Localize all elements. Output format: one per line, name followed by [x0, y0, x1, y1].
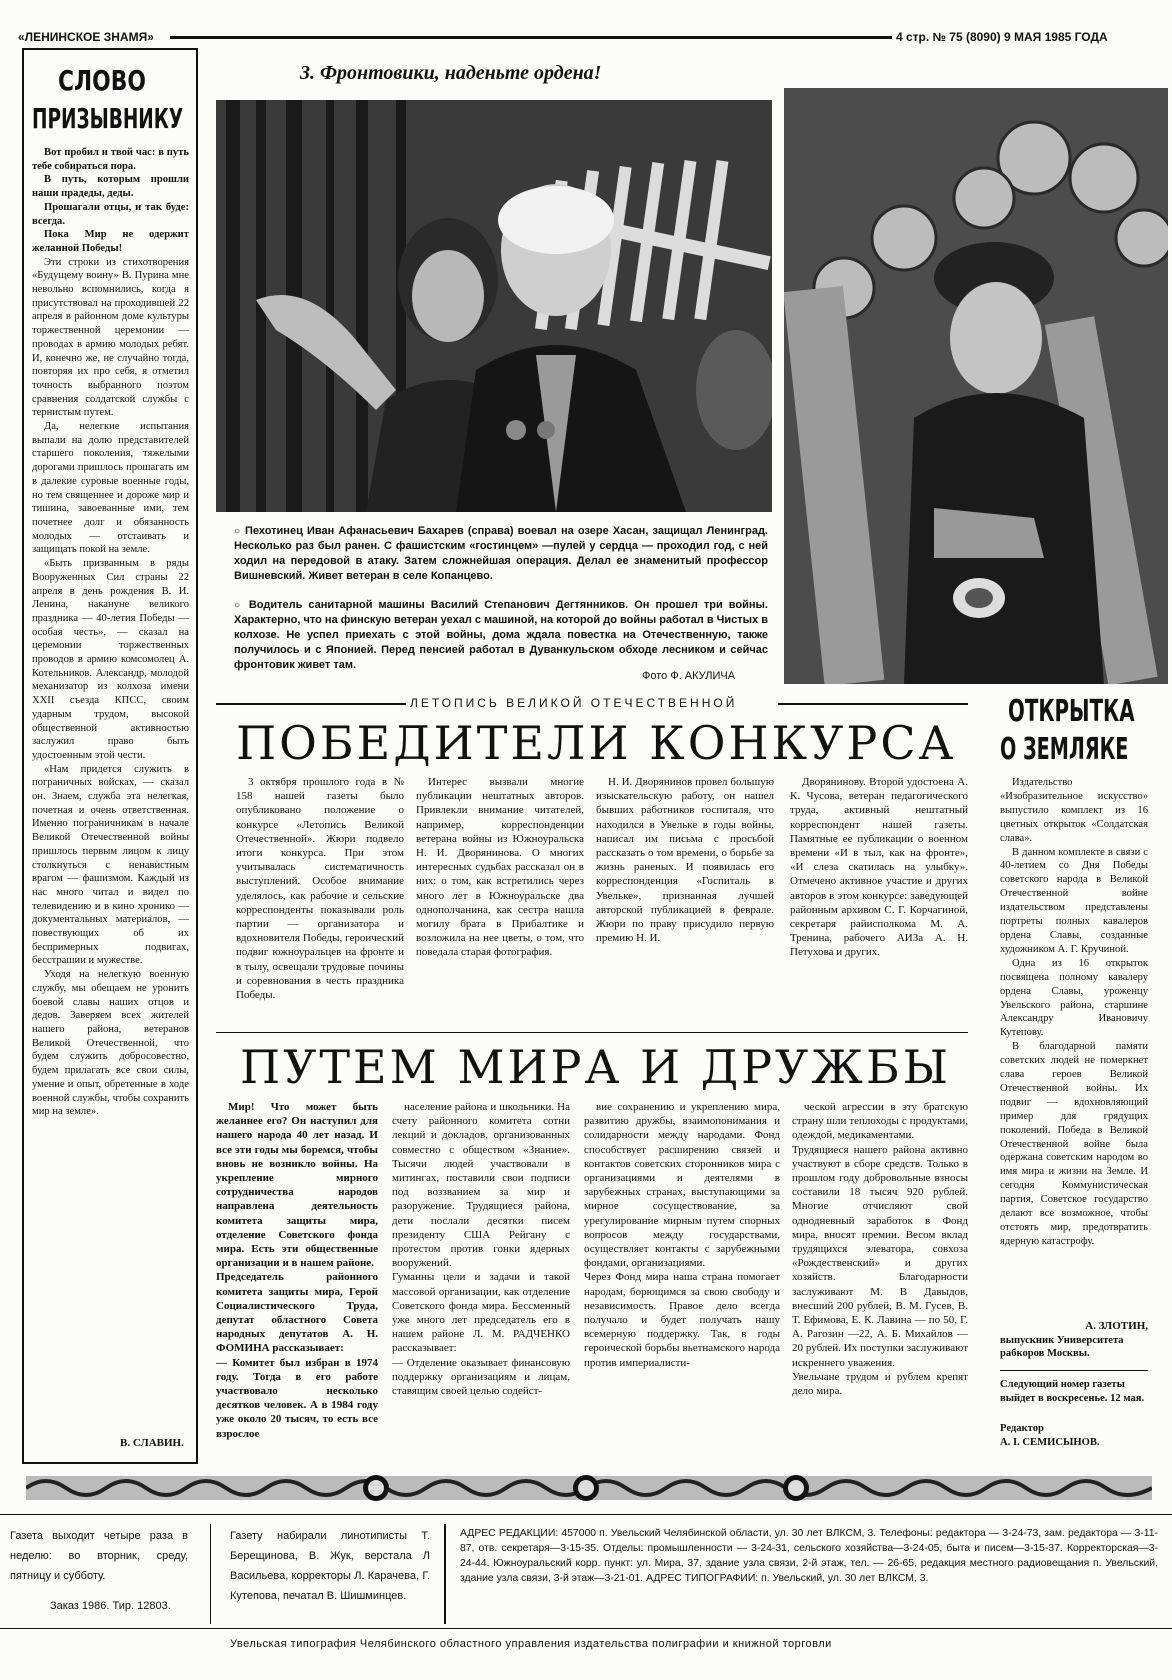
- left-column-title-1: СЛОВО: [58, 64, 146, 97]
- postcard-paragraph: В благодарной памяти советских людей не померкнет слава героев Великой Отечественной войны. Их подвиг — вдохновляющий пример для грядущих поколений. Победа в Великой Отечественной войне была одержана советским народом во имя мира и жизни на Земле. И сегодня Коммунистическая партия, Советское государство делают все возможное, чтобы отстоять мир, предотвратить ядерную катастрофу.: [1000, 1041, 1148, 1247]
- winners-kicker: ЛЕТОПИСЬ ВЕЛИКОЙ ОТЕЧЕСТВЕННОЙ: [410, 696, 738, 710]
- issue-line: 4 стр. № 75 (8090) 9 МАЯ 1985 ГОДА: [896, 30, 1108, 44]
- footer-schedule: Газета выходит четыре раза в неделю: во вторник, среду, пятницу и субботу.: [10, 1530, 188, 1582]
- peace-column-text: ческой агрессии в эту братскую страну шли теплоходы с продуктами, одеждой, медикаментами. Трудящиеся нашего района активно участвуют в сборе средств. Только в прошлом году добровольные взносы составили 18 тысяч 920 рублей. Многие отчисляют свой однодневный заработок в Фонд мира, вносят премии. Весом вклад трудящихся элеватора, совхоза «Рождественский» и других хозяйств. Благодарности заслуживают М. В Давыдов, внесший 200 рублей, В. М. Гусев, В. Т. Ефимова, Е. К. Лавина — по 50, Г. А. Рагозин —22, А. Б. Михайлов —20 рублей. Их поступки заслуживают искреннего уважения. Увельчане трудом и рублем крепят дело мира.: [792, 1101, 968, 1398]
- postcard-paragraph: Издательство «Изобразительное искусство» выпустило комплект из 16 цветных открыток «Солдатская слава».: [1000, 777, 1148, 844]
- editor-block: [1000, 1422, 1148, 1450]
- caption-1-text: Пехотинец Иван Афанасьевич Бахарев (справа) воевал на озере Хасан, защищал Ленинград. Несколько раз был ранен. С фашистским «гостинцем» —пулей у сердца — проходил год, с ней ходил на передовой в атаку. Затем сложнейшая операция. Делал ее знаменитый профессор Вишневский. Живет ветеран в селе Копанцево.: [234, 525, 768, 582]
- peace-column-text: население района и школьники. На счету районного комитета сотни лекций и докладов, организованных совместно с обществом «Знание». Тысячи людей участвовали в митингах, поставили свои подписи под воззванием за мир и разоружение. Трудящиеся района, дети послали десятки писем президенту США Рейгану с протестом против гонки ядерных вооружений. Гуманны цели и задачи и такой массовой организации, как отделение Советского фонда мира. Бессменный уже много лет председатель его в нашем районе Л. М. РАДЧЕНКО рассказывает: — Отделение оказывает финансовую поддержку организациям и лицам, ставящим своей целью содейст-: [392, 1101, 570, 1398]
- postcard-signature-role: выпускник Университета рабкоров Москвы.: [1000, 1335, 1124, 1359]
- footer-typesetters: Газету набирали линотиписты Т. Берещинова, В. Жук, верстала Л Васильева, корректоры Л. Карачева, Г. Кутепова, печатал В. Шишминцев.: [230, 1530, 430, 1602]
- caption-2-text: Водитель санитарной машины Василий Степанович Дегтянников. Он прошел три войны. Характерно, что на финскую ветеран уехал с машиной, на которой до войны работал в Чистых в колхозе. Не успел приехать с этой войны, дома ждала повестка на Отечественную, также получилось и с Японией. Перед пенсией работал в Дуванкульском обходе лесником и сейчас фронтовик живет там.: [234, 599, 768, 671]
- footer-address: АДРЕС РЕДАКЦИИ: 457000 п. Увельский Челябинской области, ул. 30 лет ВЛКСМ, 3. Телефоны: редактора — 3-24-73, зам. редактора — 3-11-87, отв. секретаря—3-15-35. Отделы: промышленности — 3-24-31, сельского хозяйства—3-24-05, быта и писем—3-15-37. Корректорская—3-24-44. Южноуральский корр. пункт: ул. Мира, 37, здание узла связи, 2-й этаж, тел. — 26-65, редакция местного радиовещания п. Увельский, здание узла связи, 3-й этаж—3-21-01. АДРЕС ТИПОГРАФИИ: п. Увельский, ул. 30 лет ВЛКСМ, 3.: [460, 1528, 1158, 1584]
- section-divider: [216, 1032, 968, 1033]
- postcard-title-1: ОТКРЫТКА: [1008, 694, 1135, 729]
- left-column-paragraph: «Быть призванным в ряды Вооруженных Сил страны 22 апреля в день рождения В. И. Ленина, накануне великого праздника — 40-летия Победы — особая честь», — сказал на церемонии торжественных проводов в армию комсомолец А. Котельников. Александр, молодой механизатор из колхоза имени XXII съезда КПСС, своим ударным трудом, высокой общественной активностью заслужил право быть удостоенным этой чести.: [32, 558, 189, 761]
- left-column-signature: В. СЛАВИН.: [120, 1437, 184, 1449]
- photo-section-heading: 3. Фронтовики, наденьте ордена!: [300, 62, 602, 84]
- winners-col-3: Н. И. Дворянинов провел большую изыскательскую работу, он нашел бывших работников госпиталя, что находился в Увельке в годы войны, написал им письма с просьбой рассказать о том времени, о борьбе за жизнь раненых. И появилась его корреспонденция «Госпиталь в Увельке», признанная лучшей авторской публикацией в феврале. Жюри по праву присудило первую премию Н. И.: [596, 776, 774, 945]
- footer-order: Заказ 1986. Тир. 12803.: [50, 1600, 171, 1612]
- masthead-rule: [170, 36, 892, 39]
- editor-label: Редактор: [1000, 1423, 1044, 1434]
- left-column-paragraph: Вот пробил и твой час: в путь тебе собираться пора.: [32, 147, 189, 172]
- peace-col-3: [584, 1100, 780, 1460]
- peace-column-text: Мир! Что может быть желаннее его? Он наступил для нашего народа 40 лет назад. И все эти годы мы боремся, чтобы вновь не возникло войны. На укрепление мирного сотрудничества народов направлена деятельность комитета защиты мира, отделение Советского фонда мира. Есть эти общественные организации и в нашем районе. Председатель районного комитета защиты мира, Герой Социалистического Труда, депутат областного Совета народных депутатов А. Н. ФОМИНА рассказывает: — Комитет был избран в 1974 году. Тогда в его работе участвовало несколько десятков человек. А в 1984 году уже около 20 тысяч, то есть все взрослое: [216, 1101, 378, 1440]
- left-column-paragraph: Прошагали отцы, и так буде: всегда.: [32, 201, 189, 227]
- left-column-paragraph: «Нам придется служить в пограничных войсках, — сказал он. Знаем, служба эта нелегкая, почетная и очень ответственная. Именно пограничникам в начале Великой Отечественной войны пришлось первым лицом к лицу столкнуться с ненавистным врагом — фашизмом. Каждый из нас много читал и видел по телевидению и в кино хронико — документальных материалов, — повествующих об их беспримерных подвигах, бесстрашии и мужестве.: [32, 763, 189, 967]
- postcard-paragraph: В данном комплекте в связи с 40-летием со Дня Победы советского народа в Великой Отечественной войне издательством представлены портреты полных кавалеров ордена Славы, созданные художником А. Г. Кручиной.: [1000, 846, 1148, 955]
- winners-col-1: 3 октября прошлого года в № 158 нашей газеты было опубликовано положение о конкурсе «Летопись Великой Отечественной». Жюри подвело итоги конкурса. При этом учитывалась систематичность выступлений. Особое внимание уделялось, как рабочие и сельские корреспонденты показывали роль партии — организатора и вдохновителя Победы, героический подвиг южноуральцев на фронте и в тылу, освещали трудовые почины и соревнования в честь праздника Победы.: [236, 776, 404, 1002]
- postcard-divider: [1000, 1370, 1148, 1371]
- left-column-paragraph: В путь, которым прошли наши прадеды, деды.: [32, 174, 189, 200]
- left-column-paragraph: Да, нелегкие испытания выпали на долю представителей старшего поколения, тяжелыми дорогами пришлось прошагать им в далекие суровые военные годы, но тем священнее и дороже мир и тишина, завоеванные ими, тем почетнее долг и обязанность молодых — отстаивать и защищать покой на земле.: [32, 421, 189, 556]
- postcard-paragraph: Одна из 16 открыток посвящена полному кавалеру ордена Славы, уроженцу Увельского района, старшине Александру Ивановичу Кутепову.: [1000, 957, 1148, 1039]
- ornament-image: [26, 1470, 1152, 1506]
- peace-col-4: [792, 1100, 968, 1460]
- left-column-title-2: ПРИЗЫВНИКУ: [32, 102, 184, 135]
- photo-caption-2: ○ Водитель санитарной машины Василий Степанович Дегтянников. Он прошел три войны. Характерно, что на финскую ветеран уехал с машиной, на которой до войны работал в Чистых в колхозе. Не успел приехать с этой войны, дома ждала повестка на Отечественную, также получилось и с Японией. Перед пенсией работал в Дуванкульском обходе лесником и сейчас фронтовик живет там.: [234, 599, 768, 671]
- footer-rule-bottom: [0, 1628, 1172, 1629]
- photo-degtyannikov-image: [784, 88, 1168, 684]
- veteran-photo-bakharev: [216, 100, 772, 512]
- veteran-photo-degtyannikov: [784, 88, 1168, 684]
- editor-name: А. І. СЕМИСЫНОВ.: [1000, 1437, 1100, 1448]
- winners-col-4: Дворянинову. Второй удостоена А. К. Чусова, ветеран педагогического труда, активный нештатный корреспондент нашей газеты. Памятные ее публикации о военном времени «И в тыл, как на фронте», «И слеза скатилась на улыбку». Отмечено активное участие и других авторов в этом конкурсе: заведующей районным архивом С. Г. Корчагиной, секретаря райисполкома М. А. Тренина, рабочего АИЗа А. Н. Петухова и других.: [790, 776, 968, 959]
- postcard-title-2: О ЗЕМЛЯКЕ: [1000, 732, 1129, 767]
- next-issue-note: Следующий номер газеты выйдет в воскресенье. 12 мая.: [1000, 1379, 1145, 1404]
- peace-col-2: [392, 1100, 570, 1460]
- left-column-paragraph: Эти строки из стихотворения «Будущему воину» В. Пурина мне невольно вспомнились, когда я присутствовал на проходившей 22 апреля в районном доме культуры торжественной церемонии — проводах в армию молодых ребят. И, конечно же, не случайно тогда, повторяя их про себя, я отметил точность выбранного поэтом сравнения солдатской службы с тернистым путем.: [32, 256, 189, 419]
- footer-rule: [0, 1514, 1172, 1515]
- peace-headline: ПУТЕМ МИРА И ДРУЖБЫ: [240, 1040, 952, 1094]
- footer-printer: Увельская типография Челябинского областного управления издательства полиграфии и книжной торговли: [230, 1638, 832, 1650]
- footer-divider-2: [444, 1524, 446, 1624]
- photo-caption-1: ○ Пехотинец Иван Афанасьевич Бахарев (справа) воевал на озере Хасан, защищал Ленинград. Несколько раз был ранен. С фашистским «гостинцем» —пулей у сердца — проходил год, с ней ходил на передовой в атаку. Затем сложнейшая операция. Делал ее знаменитый профессор Вишневский. Живет ветеран в селе Копанцево.: [234, 525, 768, 582]
- postcard-signature-name: А. ЗЛОТИН,: [1085, 1320, 1148, 1332]
- kicker-rule-left: [216, 703, 406, 705]
- kicker-rule-right: [778, 703, 968, 705]
- photo-bakharev-image: [216, 100, 772, 512]
- footer-divider-1: [210, 1524, 211, 1624]
- peace-col-1: [216, 1100, 378, 1460]
- peace-column-text: вие сохранению и укреплению мира, развитию дружбы, взаимопонимания и солидарности между народами. Фонд способствует расширению связей и контактов советских сторонников мира с организациями и деятелями в зарубежных странах, выступающими за мирное сосуществование, за урегулирование мирным путем спорных вопросов между государствами, осуществляет контакты с зарубежными фондами, организациями. Через Фонд мира наша страна помогает народам, борющимся за свою свободу и независимость. Правое дело всегда получало и будет получать нашу всемерную поддержку. Так, в годы героической борьбы вьетнамского народа против империалисти-: [584, 1101, 780, 1369]
- winners-headline: ПОБЕДИТЕЛИ КОНКУРСА: [236, 716, 957, 770]
- winners-col-2: Интерес вызвали многие публикации нештатных авторов. Привлекли внимание читателей, например, корреспонденции ветерана войны из Южноуральска Н. И. Дворянинова. О многих интересных судьбах рассказал он в них: о том, как встретились через много лет в Южноуральске два однополчанина, как сестра нашла могилу брата в Прибалтике и возложила на нее цветы, о том, что поведала старая фотография.: [416, 776, 584, 959]
- left-column-paragraph: Уходя на нелегкую военную службу, мы обещаем не уронить боевой славы наших отцов и дедов. Заверяем всех жителей нашего района, ветеранов Великой Отечественной, что будем служить добросовестно, будем прилагать все свои силы, умение и опыт, обретенные в ходе военной службы, чтобы сохранить мир на земле».: [32, 969, 189, 1118]
- left-column-text: [32, 146, 189, 1422]
- decorative-ornament-band: [26, 1470, 1152, 1506]
- postcard-text: [1000, 776, 1148, 1320]
- left-column-paragraph: Пока Мир не одержит желанной Победы!: [32, 229, 189, 254]
- photo-credit: Фото Ф. АКУЛИЧА: [642, 670, 736, 682]
- paper-name: «ЛЕНИНСКОЕ ЗНАМЯ»: [18, 30, 154, 44]
